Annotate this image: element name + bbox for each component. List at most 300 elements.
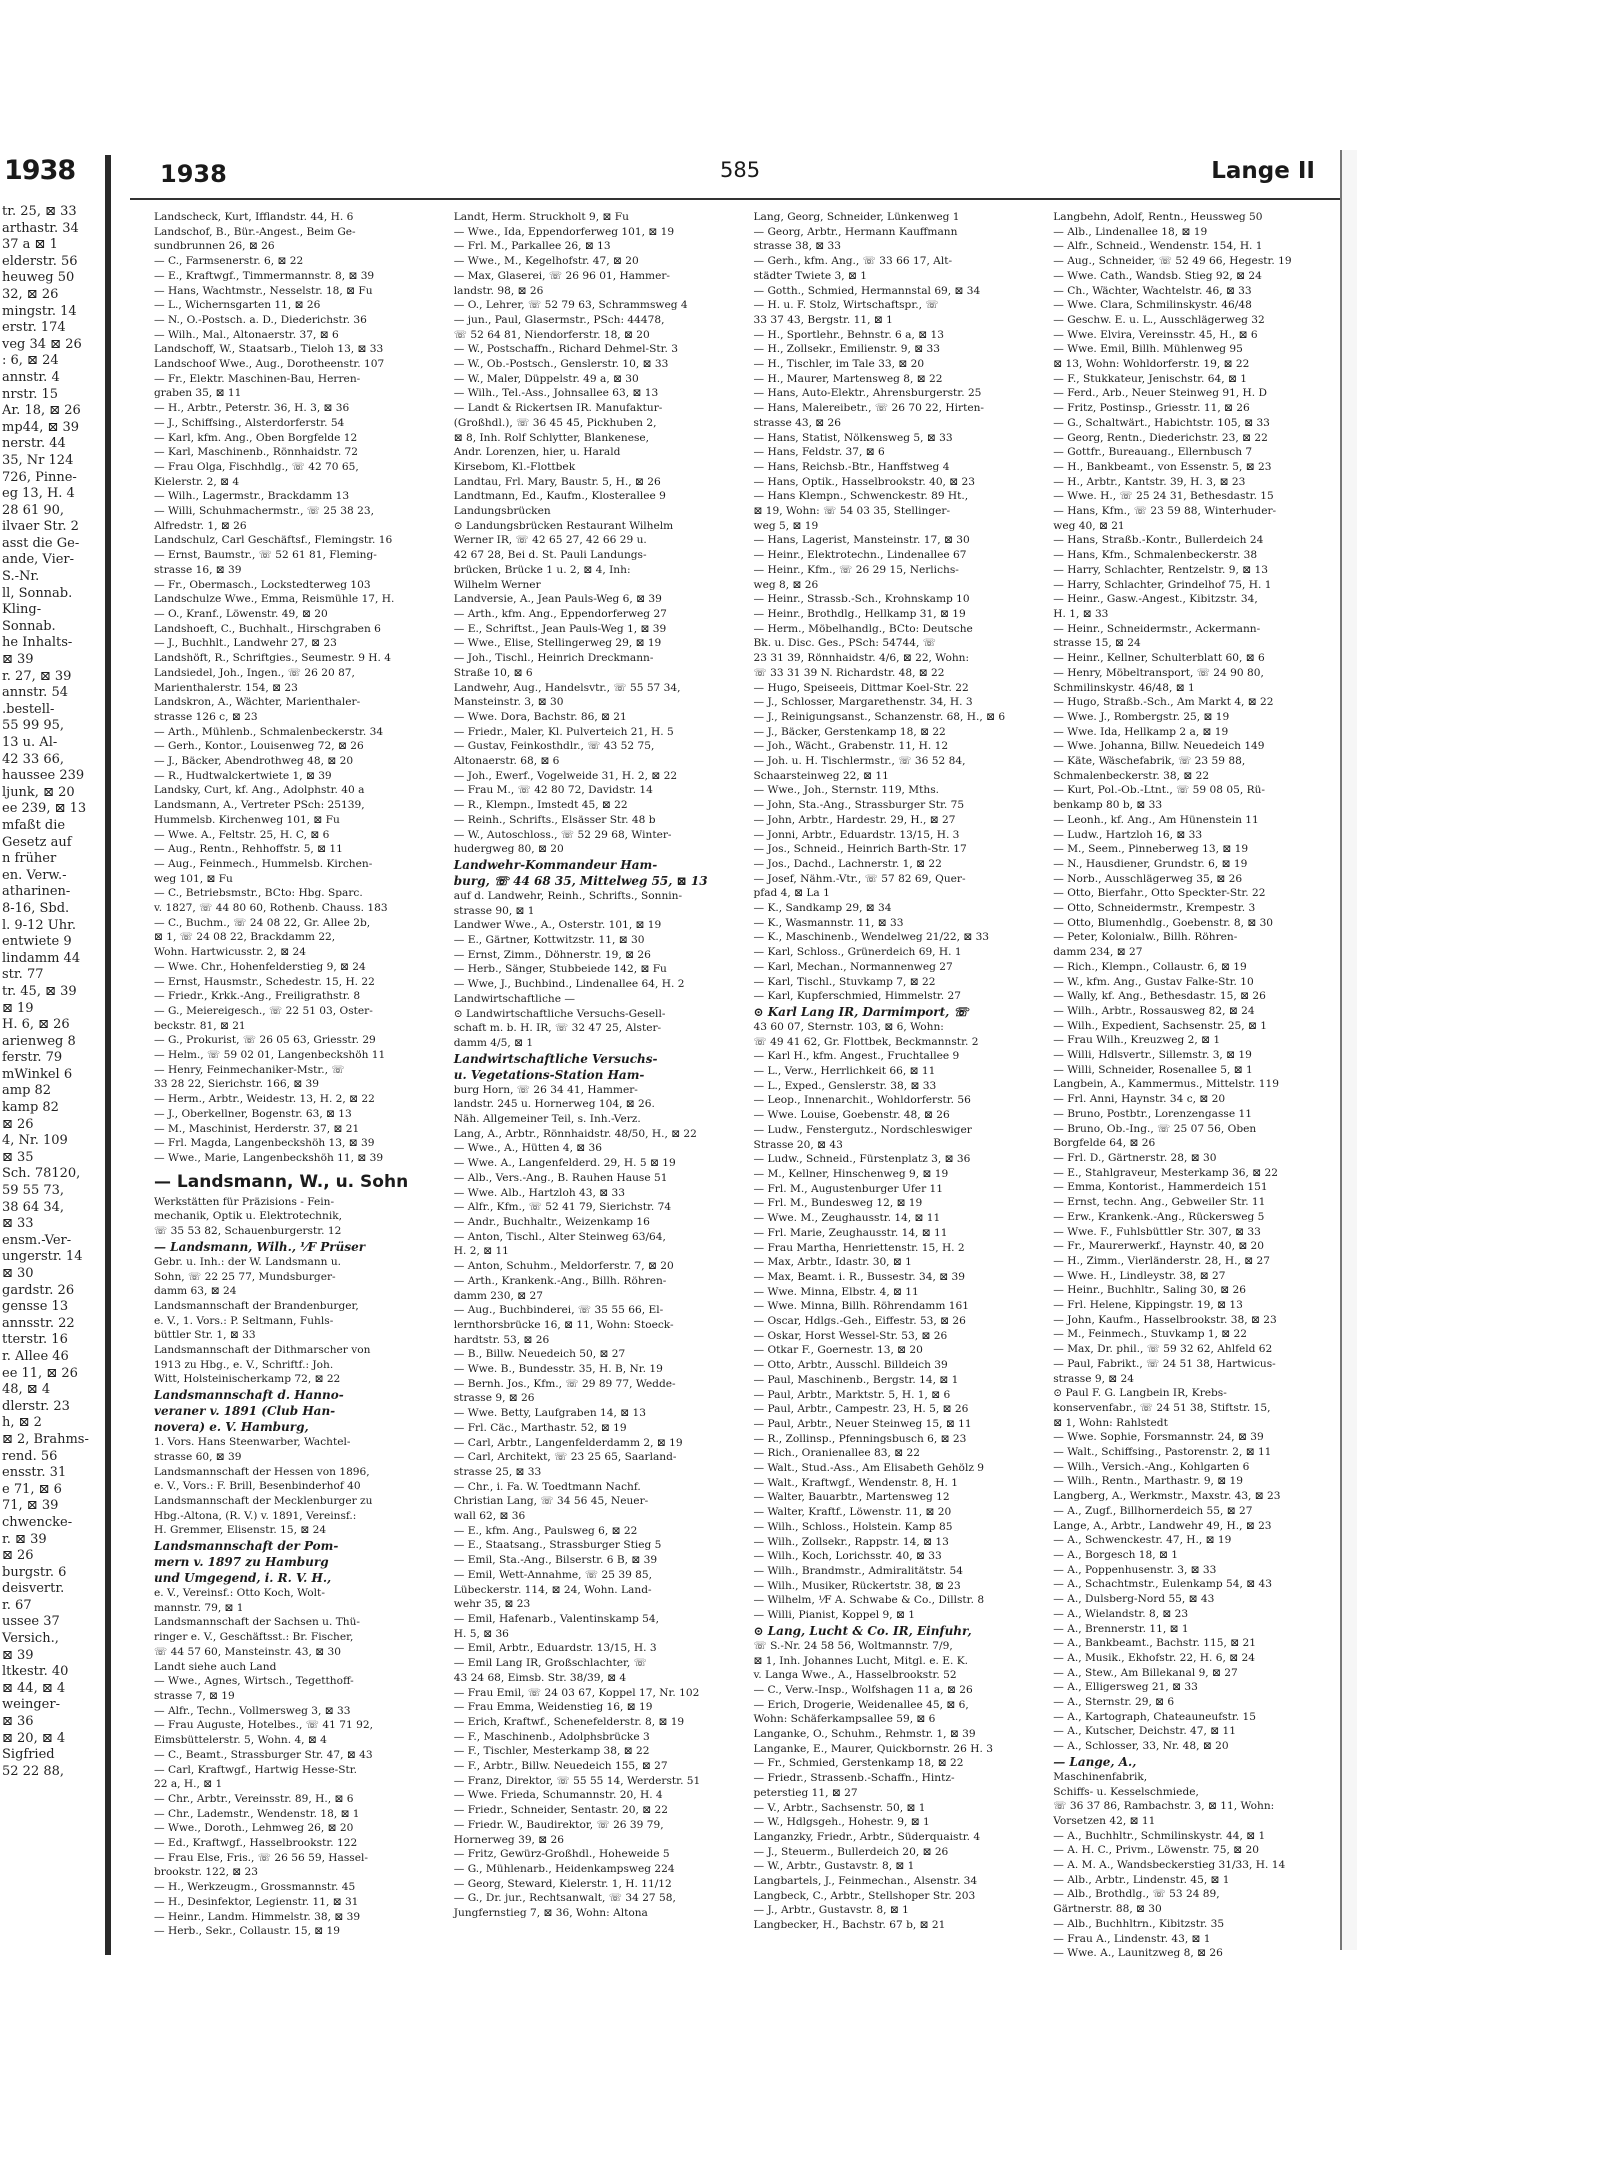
column-4 [1053,210,1345,1960]
directory-entry: — Frau Wilh., Kreuzweg 2, ⊠ 1 [1053,1034,1221,1047]
directory-entry: 33 28 22, Sierichstr. 166, ⊠ 39 [154,1078,320,1091]
left-page-line: ⊠ 35 [2,1149,34,1165]
left-page-line: .bestell- [2,701,55,717]
directory-entry: — G., Prokurist, ☏ 26 05 63, Griesstr. 29 [154,1034,376,1047]
left-page-line: ensm.-Ver- [2,1232,72,1248]
directory-entry: benkamp 80 b, ⊠ 33 [1053,799,1163,812]
left-page-line: kamp 82 [2,1100,59,1116]
directory-entry: peterstieg 11, ⊠ 27 [753,1786,858,1799]
directory-entry: — Fr., Schmied, Gerstenkamp 18, ⊠ 22 [753,1757,964,1770]
directory-entry: — Herm., Arbtr., Weidestr. 13, H. 2, ⊠ 22 [154,1093,375,1106]
directory-entry: — L., Exped., Genslerstr. 38, ⊠ 33 [753,1079,937,1092]
page-edge [1340,150,1357,1950]
left-page-line: ⊠ 26 [2,1548,34,1564]
left-page-line: r. ⊠ 39 [2,1531,47,1547]
directory-entry: — W., kfm. Ang., Gustav Falke-Str. 10 [1053,975,1254,988]
directory-entry: burg Horn, ☏ 26 34 41, Hammer- [453,1083,638,1096]
directory-entry: Wohn: Schäferkampsallee 59, ⊠ 6 [753,1713,936,1726]
directory-entry: — Max, Glaserei, ☏ 26 96 01, Hammer- [453,269,670,282]
left-page-line: lindamm 44 [2,950,81,966]
directory-entry: wall 62, ⊠ 36 [453,1510,526,1523]
left-page-line: Sonnab. [2,618,56,634]
left-page-line: ande, Vier- [2,552,75,568]
directory-entry: — A., Kartograph, Chateauneufstr. 15 [1053,1710,1256,1723]
directory-entry: — A., Sternstr. 29, ⊠ 6 [1053,1696,1175,1709]
directory-entry: — Heinr., Elektrotechn., Lindenallee 67 [753,549,967,562]
directory-entry: — Wwe. M., Zeughausstr. 14, ⊠ 11 [753,1212,941,1225]
directory-entry: H. Gremmer, Elisenstr. 15, ⊠ 24 [154,1524,327,1537]
directory-entry: — Frl. Magda, Langenbeckshöh 13, ⊠ 39 [154,1137,375,1150]
directory-entry: Maschinenfabrik, [1053,1770,1148,1783]
directory-entry: — Wilh., Brandmstr., Admiralitätstr. 54 [753,1564,964,1577]
directory-entry: Vorsetzen 42, ⊠ 11 [1053,1814,1156,1827]
left-page-line: ensstr. 31 [2,1465,67,1481]
directory-entry: Gebr. u. Inh.: der W. Landsmann u. [154,1255,342,1268]
directory-entry: — Emil, Sta.-Ang., Bilserstr. 6 B, ⊠ 39 [453,1554,658,1567]
left-page-line: 4, Nr. 109 [2,1133,68,1149]
directory-entry: ⊠ 1, Inh. Johannes Lucht, Mitgl. e. E. K. [753,1654,969,1667]
directory-entry: — Aug., Buchbinderei, ☏ 35 55 66, El- [453,1304,664,1317]
left-page-line: h, ⊠ 2 [2,1415,42,1431]
directory-entry: — Karl, Tischl., Stuvkamp 7, ⊠ 22 [753,975,936,988]
directory-entry: — Arth., Krankenk.-Ang., Billh. Röhren- [453,1274,667,1287]
directory-entry: ⊙ Lang, Lucht & Co. IR, Einfuhr, [753,1623,972,1638]
directory-entry: — M., Kellner, Hinschenweg 9, ⊠ 19 [753,1168,949,1180]
directory-entry: — B., Billw. Neuedeich 50, ⊠ 27 [453,1348,626,1361]
directory-entry: — Wwe., Agnes, Wirtsch., Tegetthoff- [154,1675,354,1688]
directory-entry: — Walt., Schiffsing., Pastorenstr. 2, ⊠ 11 [1053,1446,1272,1459]
directory-entry: — Emil Lang IR, Großschlachter, ☏ [453,1657,647,1670]
left-page-line: 52 22 88, [2,1763,65,1779]
directory-entry: — Wwe. Ida, Hellkamp 2 a, ⊠ 19 [1053,725,1229,738]
directory-entry: — H., Zimm., Vierländerstr. 28, H., ⊠ 27 [1053,1254,1270,1267]
directory-entry: — Friedr., Strassenb.-Schaffn., Hintz- [753,1772,955,1785]
directory-entry: Landwirtschaftliche — [453,992,575,1005]
directory-entry: — Wwe. F., Fuhlsbüttler Str. 307, ⊠ 33 [1053,1225,1261,1238]
directory-entry: Landskron, A., Wächter, Marienthaler- [154,696,361,709]
left-page-line: ⊠ 36 [2,1714,34,1730]
directory-entry: — Heinr., Buchhltr., Saling 30, ⊠ 26 [1053,1284,1247,1297]
left-page-line: arthastr. 34 [2,220,79,236]
left-page-line: ussee 37 [2,1614,60,1630]
directory-entry: — R., Hudtwalckertwiete 1, ⊠ 39 [154,769,332,782]
directory-entry: — Wilh., Zollsekr., Rappstr. 14, ⊠ 13 [753,1535,949,1548]
directory-entry: 22 a, H., ⊠ 1 [154,1778,223,1791]
directory-entry: — A. M. A., Wandsbeckerstieg 31/33, H. 14 [1053,1859,1286,1872]
directory-entry: Schaarsteinweg 22, ⊠ 11 [753,769,889,782]
directory-entry: — L., Wichernsgarten 11, ⊠ 26 [154,299,321,312]
directory-entry: Straße 10, ⊠ 6 [453,666,533,679]
directory-entry: — Karl, Kupferschmied, Himmelstr. 27 [753,990,962,1003]
directory-entry: — H., Maurer, Martensweg 8, ⊠ 22 [753,372,943,385]
left-page-line: 55 99 95, [2,718,65,734]
left-page-line: en. Verw.- [2,867,67,883]
directory-entry: — J., Arbtr., Gustavstr. 8, ⊠ 1 [753,1904,909,1917]
directory-entry: — Georg, Steward, Kielerstr. 1, H. 11/12 [453,1877,672,1890]
left-page-line: amp 82 [2,1083,52,1099]
directory-entry: — O., Kranf., Löwenstr. 49, ⊠ 20 [154,607,328,620]
directory-entry: ⊠ 1, ☏ 24 08 22, Brackdamm 22, [154,931,336,944]
directory-entry: — Wwe. H., ☏ 25 24 31, Bethesdastr. 15 [1053,490,1274,503]
directory-entry: hardtstr. 53, ⊠ 26 [453,1333,550,1346]
directory-entry: — A., Dulsberg-Nord 55, ⊠ 43 [1053,1593,1215,1606]
left-page-line: mWinkel 6 [2,1066,73,1082]
directory-entry: — Frl. Marie, Zeughausstr. 14, ⊠ 11 [753,1226,948,1239]
directory-entry: — Max, Dr. phil., ☏ 59 32 62, Ahlfeld 62 [1053,1343,1273,1356]
directory-entry: — Aug., Schneider, ☏ 52 49 66, Hegestr. 19 [1053,255,1292,268]
directory-entry: e. V., Vors.: F. Brill, Besenbinderhof 40 [154,1480,361,1493]
directory-entry: — R., Zollinsp., Pfenningsbusch 6, ⊠ 23 [753,1432,967,1445]
directory-entry: — Wwe. Alb., Hartzloh 43, ⊠ 33 [453,1186,625,1199]
directory-entry: — Gerh., Kontor., Louisenweg 72, ⊠ 26 [154,740,364,753]
directory-entry: — Landsmann, Wilh., ⅟F Prüser [154,1239,366,1254]
directory-entry: — F., Tischler, Mesterkamp 38, ⊠ 22 [453,1745,650,1758]
directory-entry: — Hans, Malereibetr., ☏ 26 70 22, Hirten- [753,402,985,415]
left-page-line: ⊠ 2, Brahms- [2,1431,89,1447]
directory-entry: — Emil, Wett-Annahme, ☏ 25 39 85, [453,1568,653,1581]
left-page-line: ljunk, ⊠ 20 [2,784,75,800]
directory-entry: Schmilinskystr. 46/48, ⊠ 1 [1053,681,1195,694]
directory-entry: Langbeck, C., Arbtr., Stellshoper Str. 203 [753,1889,976,1902]
left-page-line: tr. 25, ⊠ 33 [2,204,77,219]
directory-entry: — Arth., kfm. Ang., Eppendorferweg 27 [453,607,667,620]
directory-entry: Landsmannschaft der Dithmarscher von [154,1344,371,1357]
directory-entry: Langberg, A., Werkmstr., Maxstr. 43, ⊠ 23 [1053,1490,1281,1503]
directory-entry: — Oskar, Horst Wessel-Str. 53, ⊠ 26 [753,1329,948,1342]
directory-entry: — K., Wasmannstr. 11, ⊠ 33 [753,916,904,929]
directory-entry: ⊙ Karl Lang IR, Darmimport, ☏ [753,1004,969,1019]
directory-entry: — Otto, Blumenhdlg., Goebenstr. 8, ⊠ 30 [1053,916,1274,929]
left-page-line: Gesetz auf [2,834,72,850]
directory-entry: — Aug., Feinmech., Hummelsb. Kirchen- [154,857,373,870]
directory-entry: — Frl. Anni, Haynstr. 34 c, ⊠ 20 [1053,1093,1226,1106]
left-page-line: S.-Nr. [2,569,40,585]
directory-entry: — Frau Auguste, Hotelbes., ☏ 41 71 92, [154,1719,373,1732]
directory-entry: — A., Elligersweg 21, ⊠ 33 [1053,1681,1198,1694]
directory-entry: — Ernst, Baumstr., ☏ 52 61 81, Fleming- [154,549,377,562]
directory-entry: mechanik, Optik u. Elektrotechnik, [154,1210,342,1223]
directory-entry: — Hans, Statist, Nölkensweg 5, ⊠ 33 [753,431,953,444]
running-head: Lange II [1211,158,1315,184]
directory-entry: — A., Zugf., Billhornerdeich 55, ⊠ 27 [1053,1504,1253,1517]
directory-entry: ☏ 52 64 81, Niendorferstr. 18, ⊠ 20 [453,328,650,341]
directory-entry: — Frl. M., Augustenburger Ufer 11 [753,1182,943,1195]
directory-entry: Wohn. Hartwicusstr. 2, ⊠ 24 [154,946,306,959]
directory-entry: — Harry, Schlachter, Rentzelstr. 9, ⊠ 13 [1053,563,1268,576]
directory-entry: Landshöft, R., Schriftgies., Seumestr. 9 H. 4 [154,652,392,665]
directory-entry: — Alb., Arbtr., Lindenstr. 45, ⊠ 1 [1053,1873,1230,1886]
directory-entry: — Hans, Reichsb.-Btr., Hanffstweg 4 [753,460,950,473]
directory-entry: — Leonh., kf. Ang., Am Hünenstein 11 [1053,813,1259,826]
directory-entry: Landsmannschaft der Pom- [154,1539,339,1554]
directory-entry: — A., Bankbeamt., Bachstr. 115, ⊠ 21 [1053,1637,1256,1650]
directory-entry: — Herb., Sekr., Collaustr. 15, ⊠ 19 [154,1925,341,1938]
directory-entry: — Wilh., Schloss., Holstein. Kamp 85 [753,1520,953,1533]
directory-entry: — Frau Martha, Henriettenstr. 15, H. 2 [753,1241,965,1254]
directory-entry: Landsmannschaft der Sachsen u. Thü- [154,1616,361,1629]
directory-entry: Langbartels, J., Feinmechan., Alsenstr. 34 [753,1875,978,1888]
directory-entry: — Frl. D., Gärtnerstr. 28, ⊠ 30 [1053,1152,1217,1164]
directory-entry: mern v. 1897 zu Hamburg [154,1555,329,1570]
directory-entry: — Wilhelm, ⅟F A. Schwabe & Co., Dillstr. 8 [753,1594,985,1607]
directory-entry: v. 1827, ☏ 44 80 60, Rothenb. Chauss. 183 [154,902,388,915]
directory-entry: Bk. u. Disc. Ges., PSch: 54744, ☏ [753,637,937,650]
directory-entry: — Carl, Arbtr., Langenfelderdamm 2, ⊠ 19 [453,1436,683,1449]
directory-entry: Jungfernstieg 7, ⊠ 36, Wohn: Altona [453,1907,648,1920]
directory-entry: — G., Schaltwärt., Habichtstr. 105, ⊠ 33 [1053,416,1270,429]
directory-entry: 1. Vors. Hans Steenwarber, Wachtel- [154,1436,351,1449]
left-page-line: 28 61 90, [2,502,65,518]
directory-entry: — Jos., Dachd., Lachnerstr. 1, ⊠ 22 [753,857,942,870]
directory-entry: Landscheck, Kurt, Ifflandstr. 44, H. 6 [154,211,354,223]
directory-entry: — Wwe., M., Kegelhofstr. 47, ⊠ 20 [453,255,639,268]
directory-entry: beckstr. 81, ⊠ 21 [154,1019,246,1032]
directory-entry: — Wwe. Dora, Bachstr. 86, ⊠ 21 [453,710,627,723]
directory-entry: — Karl, Mechan., Normannenweg 27 [753,960,953,973]
directory-entry: — Gotth., Schmied, Hermannstal 69, ⊠ 34 [753,284,981,297]
directory-entry: ⊠ 1, Wohn: Rahlstedt [1053,1416,1168,1429]
directory-entry: — Alfr., Kfm., ☏ 52 41 79, Sierichstr. 74 [453,1201,672,1214]
directory-entry: — Wwe. Johanna, Billw. Neuedeich 149 [1053,740,1265,753]
directory-entry: — Harry, Schlachter, Grindelhof 75, H. 1 [1053,578,1272,591]
directory-entry: — Lange, A., [1053,1754,1137,1769]
left-page-line: ll, Sonnab. [2,585,73,601]
directory-entry: — Walter, Kraftf., Löwenstr. 11, ⊠ 20 [753,1506,952,1519]
directory-entry: Werner IR, ☏ 42 65 27, 42 66 29 u. [453,534,647,547]
directory-entry: ⊠ 13, Wohn: Wohldorferstr. 19, ⊠ 22 [1053,358,1250,371]
directory-entry: — Frau Olga, Fischhdlg., ☏ 42 70 65, [154,460,359,473]
directory-entry: Landwer Wwe., A., Osterstr. 101, ⊠ 19 [453,919,662,932]
left-page-lines [0,204,105,1780]
directory-entry: — F., Stukkateur, Jenischstr. 64, ⊠ 1 [1053,372,1247,385]
directory-entry: — Wwe. Emil, Billh. Mühlenweg 95 [1053,343,1243,356]
directory-entry: — E., Staatsang., Strassburger Stieg 5 [453,1539,662,1552]
directory-entry: — H., Desinfektor, Legienstr. 11, ⊠ 31 [154,1895,359,1908]
directory-entry: — Norb., Ausschlägerweg 35, ⊠ 26 [1053,872,1243,885]
directory-entry: — Georg, Rentn., Diederichstr. 23, ⊠ 22 [1053,431,1268,444]
directory-entry: — A., Schlosser, 33, Nr. 48, ⊠ 20 [1053,1740,1229,1753]
left-page-line: ⊠ 39 [2,652,34,668]
left-page-line: burgstr. 6 [2,1564,67,1580]
directory-entry: Landversie, A., Jean Pauls-Weg 6, ⊠ 39 [453,593,662,606]
directory-entry: — A., Poppenhusenstr. 3, ⊠ 33 [1053,1563,1217,1576]
directory-entry: Näh. Allgemeiner Teil, s. Inh.-Verz. [453,1113,641,1126]
directory-entry: — V., Arbtr., Sachsenstr. 50, ⊠ 1 [753,1801,926,1814]
directory-entry: — Joh., Ewerf., Vogelweide 31, H. 2, ⊠ 22 [453,769,678,782]
directory-entry: und Umgegend, i. R. V. H., [154,1571,332,1586]
directory-entry: Landsiedel, Joh., Ingen., ☏ 26 20 87, [154,666,355,679]
directory-entry: ☏ 36 37 86, Rambachstr. 3, ⊠ 11, Wohn: [1053,1800,1275,1813]
page-number: 585 [720,158,761,182]
directory-entry: — Frau Emil, ☏ 24 03 67, Koppel 17, Nr. 102 [453,1686,700,1699]
directory-entry: Gärtnerstr. 88, ⊠ 30 [1053,1903,1162,1916]
directory-entry: — Wwe. Minna, Elbstr. 4, ⊠ 11 [753,1285,919,1298]
directory-entry: — C., Beamt., Strassburger Str. 47, ⊠ 43 [154,1748,373,1761]
directory-entry: — H., Zollsekr., Emilienstr. 9, ⊠ 33 [753,343,941,356]
left-page-line: mfaßt die [2,817,66,833]
directory-entry: — Helm., ☏ 59 02 01, Langenbeckshöh 11 [154,1049,386,1062]
directory-entry: — K., Maschinenb., Wendelweg 21/22, ⊠ 33 [753,931,990,944]
left-page-line: ⊠ 19 [2,1000,34,1016]
directory-entry: Kirsebom, Kl.-Flottbek [453,460,576,473]
directory-entry: damm 4/5, ⊠ 1 [453,1036,534,1049]
directory-entry: burg, ☏ 44 68 35, Mittelweg 55, ⊠ 13 [453,873,708,888]
directory-entry: — Bernh. Jos., Kfm., ☏ 29 89 77, Wedde- [453,1377,676,1390]
directory-entry: — Ernst, Zimm., Döhnerstr. 19, ⊠ 26 [453,948,651,961]
directory-entry: Landt siehe auch Land [154,1660,277,1673]
directory-entry: — J., Buchhlt., Landwehr 27, ⊠ 23 [154,637,337,650]
directory-entry: — Georg, Arbtr., Hermann Kauffmann [753,225,958,238]
directory-entry: — Gottfr., Bureauang., Ellernbusch 7 [1053,446,1253,459]
directory-entry: — Wwe. B., Bundesstr. 35, H. B, Nr. 19 [453,1363,663,1376]
directory-entry: — E., Gärtner, Kottwitzstr. 11, ⊠ 30 [453,934,645,947]
directory-entry: weg 101, ⊠ Fu [154,872,233,885]
directory-entry: H. 5, ⊠ 36 [453,1627,509,1640]
directory-entry: — A., Borgesch 18, ⊠ 1 [1053,1548,1179,1561]
left-page-line: Ar. 18, ⊠ 26 [2,403,81,419]
left-page-line: arienweg 8 [2,1033,76,1049]
directory-entry: — Fritz, Postinsp., Griesstr. 11, ⊠ 26 [1053,402,1250,415]
column-1 [154,210,446,1938]
directory-entry: — Otto, Schneidermstr., Krempestr. 3 [1053,902,1256,915]
directory-entry: Landschoof Wwe., Aug., Dorotheenstr. 107 [154,358,385,371]
directory-entry: — J., Steuerm., Bullerdeich 20, ⊠ 26 [753,1845,949,1858]
directory-entry: Altonaerstr. 68, ⊠ 6 [453,755,560,768]
directory-entry: — Heinr., Strassb.-Sch., Krohnskamp 10 [753,593,970,606]
directory-entry: — Alfr., Schneid., Wendenstr. 154, H. 1 [1053,240,1263,253]
directory-entry: — Hans, Feldstr. 37, ⊠ 6 [753,446,885,459]
directory-entry: — Leop., Innenarchit., Wohldorferstr. 56 [753,1094,971,1107]
directory-entry: Schiffs- u. Kesselschmiede, [1053,1785,1199,1798]
directory-entry: — Friedr. W., Baudirektor, ☏ 26 39 79, [453,1818,664,1831]
directory-entry: Borgfelde 64, ⊠ 26 [1053,1137,1156,1150]
left-page-line: ltkestr. 40 [2,1664,69,1680]
directory-entry: — Willi, Pianist, Koppel 9, ⊠ 1 [753,1609,915,1622]
directory-entry: strasse 25, ⊠ 33 [453,1465,542,1478]
directory-entry: H. 1, ⊠ 33 [1053,607,1109,620]
directory-entry: — E., Stahlgraveur, Mesterkamp 36, ⊠ 22 [1053,1166,1278,1179]
directory-entry: — Otkar F., Goernestr. 13, ⊠ 20 [753,1344,923,1357]
directory-entry: — Emma, Kontorist., Hammerdeich 151 [1053,1181,1268,1194]
directory-entry: — Ferd., Arb., Neuer Steinweg 91, H. D [1053,387,1268,400]
directory-entry: — Wwe. A., Langenfelderd. 29, H. 5 ⊠ 19 [453,1157,676,1170]
directory-entry: weg 8, ⊠ 26 [753,578,819,591]
directory-entry: — Wwe, J., Buchbind., Lindenallee 64, H. 2 [453,978,685,991]
directory-entry: Lübeckerstr. 114, ⊠ 24, Wohn. Land- [453,1583,652,1596]
directory-entry: — E., Schriftst., Jean Pauls-Weg 1, ⊠ 39 [453,622,667,635]
left-page-line: str. 77 [2,967,44,983]
directory-entry: — N., Hausdiener, Grundstr. 6, ⊠ 19 [1053,857,1248,870]
directory-entry: — Wilh., Arbtr., Rossausweg 82, ⊠ 24 [1053,1004,1255,1017]
directory-entry: Langbein, A., Kammermus., Mittelstr. 119 [1053,1078,1279,1091]
directory-entry: 33 37 43, Bergstr. 11, ⊠ 1 [753,313,893,326]
directory-entry: ringer e. V., Geschäftsst.: Br. Fischer, [154,1631,354,1644]
directory-entry: hudergweg 80, ⊠ 20 [453,843,564,856]
left-page-line: 32, ⊠ 26 [2,286,59,302]
directory-entry: ⊠ 8, Inh. Rolf Schlytter, Blankenese, [453,431,650,444]
directory-entry: — Jonni, Arbtr., Eduardstr. 13/15, H. 3 [753,828,960,841]
left-page-line: mp44, ⊠ 39 [2,419,80,435]
left-page-line: asst die Ge- [2,535,80,551]
directory-entry: landstr. 245 u. Hornerweg 104, ⊠ 26. [453,1098,655,1111]
left-page-line: e 71, ⊠ 6 [2,1481,62,1497]
left-page-line: ee 239, ⊠ 13 [2,801,87,817]
directory-entry: — Frl. Cäc., Marthastr. 52, ⊠ 19 [453,1421,627,1434]
directory-entry: — M., Maschinist, Herderstr. 37, ⊠ 21 [154,1122,360,1135]
directory-entry: ☏ 44 57 60, Mansteinstr. 43, ⊠ 30 [154,1645,341,1658]
left-page-line: nerstr. 44 [2,436,66,452]
directory-entry: — M., Seem., Pinneberweg 13, ⊠ 19 [1053,843,1249,856]
directory-entry: — Carl, Architekt, ☏ 23 25 65, Saarland- [453,1451,677,1464]
directory-entry: — jun., Paul, Glasermstr., PSch: 44478, [453,313,665,326]
directory-entry: — Hans, Kfm., Schmalenbeckerstr. 38 [1053,549,1258,562]
directory-entry: — Willi, Schuhmachermstr., ☏ 25 38 23, [154,505,374,518]
directory-entry: — Walt., Stud.-Ass., Am Elisabeth Gehölz 9 [753,1462,985,1475]
left-page-line: annstr. 4 [2,369,60,385]
directory-entry: Langanke, O., Schuhm., Rehmstr. 1, ⊠ 39 [753,1728,976,1741]
directory-entry: — Wwe. Cath., Wandsb. Stieg 92, ⊠ 24 [1053,269,1262,282]
directory-entry: — Ludw., Fenstergutz., Nordschleswiger [753,1123,972,1136]
directory-entry: Landsmannschaft der Hessen von 1896, [154,1465,370,1478]
left-page-line: ⊠ 26 [2,1116,34,1132]
directory-entry: Langanke, E., Maurer, Quickbornstr. 26 H. 3 [753,1742,993,1755]
directory-entry: ☏ S.-Nr. 24 58 56, Woltmannstr. 7/9, [753,1639,953,1652]
left-page-line: entwiete 9 [2,934,72,950]
left-page-line: atharinen- [2,884,71,900]
directory-entry: — W., Hdlgsgeh., Hohestr. 9, ⊠ 1 [753,1816,930,1829]
left-page-line: deisvertr. [2,1581,65,1597]
left-page-line: Sch. 78120, [2,1166,81,1182]
directory-entry: — Wwe. A., Launitzweg 8, ⊠ 26 [1053,1947,1223,1960]
directory-entry: — Heinr., Brothdlg., Hellkamp 31, ⊠ 19 [753,607,966,620]
directory-entry: Landschoff, W., Staatsarb., Tieloh 13, ⊠ 33 [154,343,384,356]
directory-entry: — Rich., Klempn., Collaustr. 6, ⊠ 19 [1053,960,1247,973]
directory-entry: — Joh., Wächt., Grabenstr. 11, H. 12 [753,740,949,753]
directory-entry: weg 5, ⊠ 19 [753,519,819,532]
directory-entry: (Großhdl.), ☏ 36 45 45, Pickhuben 2, [453,416,657,429]
directory-entry: — Frau M., ☏ 42 80 72, Davidstr. 14 [453,784,653,797]
directory-entry: Landschof, B., Bür.-Angest., Beim Ge- [154,225,356,238]
directory-entry: — Paul, Fabrikt., ☏ 24 51 38, Hartwicus- [1053,1357,1276,1370]
directory-entry: — Karl H., kfm. Angest., Fruchtallee 9 [753,1050,960,1063]
directory-entry: weg 40, ⊠ 21 [1053,519,1125,532]
left-page-line: annsstr. 22 [2,1315,75,1331]
directory-entry: — Wilh., Versich.-Ang., Kohlgarten 6 [1053,1460,1250,1473]
directory-entry: — G., Meiereigesch., ☏ 22 51 03, Oster- [154,1004,373,1017]
directory-entry: — Gerh., kfm. Ang., ☏ 33 66 17, Alt- [753,255,953,268]
directory-entry: — W., Autoschloss., ☏ 52 29 68, Winter- [453,828,672,841]
directory-entry: — W., Postschaffn., Richard Dehmel-Str. 3 [453,343,678,356]
directory-entry: — C., Betriebsmstr., BCto: Hbg. Sparc. [154,887,363,900]
directory-entry: Mansteinstr. 3, ⊠ 30 [453,696,564,709]
directory-entry: — Paul, Arbtr., Campestr. 23, H. 5, ⊠ 26 [753,1403,969,1416]
directory-columns [130,200,1355,1960]
directory-entry: — Max, Beamt. i. R., Bussestr. 34, ⊠ 39 [753,1270,965,1283]
directory-entry: Witt, Holsteinischerkamp 72, ⊠ 22 [154,1373,341,1386]
directory-entry: Lang, Georg, Schneider, Lünkenweg 1 [753,211,960,223]
directory-entry: — H., Arbtr., Peterstr. 36, H. 3, ⊠ 36 [154,402,350,415]
directory-entry: — Frl. M., Parkallee 26, ⊠ 13 [453,240,611,253]
directory-entry: damm 63, ⊠ 24 [154,1285,237,1298]
directory-entry: — Bruno, Ob.-Ing., ☏ 25 07 56, Oben [1053,1122,1257,1135]
directory-entry: — Chr., i. Fa. W. Toedtmann Nachf. [453,1480,641,1493]
left-page-line: 59 55 73, [2,1183,65,1199]
directory-entry: Marienthalerstr. 154, ⊠ 23 [154,681,298,694]
directory-entry: — F., Arbtr., Billw. Neuedeich 155, ⊠ 27 [453,1760,668,1773]
directory-entry: — Kurt, Pol.-Ob.-Ltnt., ☏ 59 08 05, Rü- [1053,784,1265,797]
left-page-line: ⊠ 30 [2,1266,34,1281]
directory-entry: strasse 43, ⊠ 26 [753,416,842,429]
